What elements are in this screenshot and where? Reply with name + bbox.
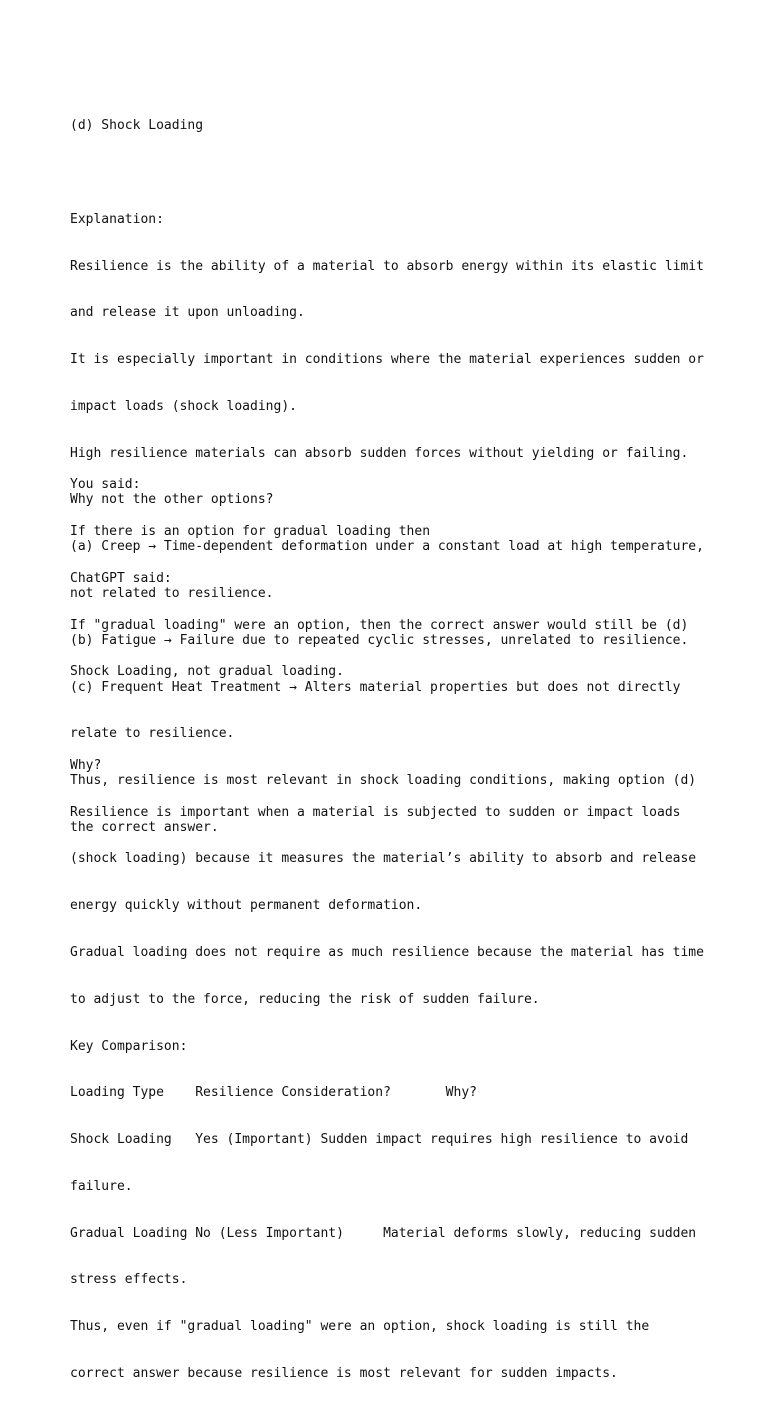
text-line: (d) Shock Loading	[70, 118, 204, 134]
text-line: to adjust to the force, reducing the risk of sudden failure.	[70, 991, 540, 1007]
text-line: Gradual Loading No (Less Important) Material deforms slowly, reducing sudden	[70, 1225, 697, 1241]
text-line: energy quickly without permanent deformation.	[70, 898, 423, 914]
text-line: Shock Loading Yes (Important) Sudden impact requires high resilience to avoid	[70, 1132, 689, 1148]
text-line: Key Comparison:	[70, 1038, 188, 1054]
text-line: Resilience is the ability of a material to absorb energy within its elastic limit	[70, 258, 704, 274]
text-line: stress effects.	[70, 1272, 188, 1288]
text-line: failure.	[70, 1178, 133, 1194]
text-line: Thus, resilience is most relevant in shock loading conditions, making option (d)	[70, 773, 697, 789]
text-line: Gradual loading does not require as much resilience because the material has time	[70, 945, 704, 960]
text-line: You said:	[70, 477, 141, 493]
text-line: Shock Loading, not gradual loading.	[70, 664, 344, 680]
text-line: correct answer because resilience is most relevant for sudden impacts.	[70, 1366, 618, 1382]
text-line: High resilience materials can absorb sudden forces without yielding or failing.	[70, 445, 689, 461]
text-line	[70, 165, 710, 181]
text-line: (shock loading) because it measures the material’s ability to absorb and release	[70, 851, 697, 867]
text-line: (b) Fatigue → Failure due to repeated cyclic stresses, unrelated to resilience.	[70, 632, 689, 648]
text-line: (c) Frequent Heat Treatment → Alters material properties but does not directly	[70, 679, 681, 695]
text-line: Explanation:	[70, 211, 164, 227]
text-line: Why?	[70, 757, 102, 773]
text-line: If there is an option for gradual loading then	[70, 523, 431, 539]
text-line	[70, 711, 710, 727]
text-line: Why not the other options?	[70, 492, 274, 508]
text-line: impact loads (shock loading).	[70, 398, 297, 414]
text-line: the correct answer.	[70, 819, 219, 835]
text-line: Resilience is important when a material is subjected to sudden or impact loads	[70, 804, 681, 820]
text-line: If "gradual loading" were an option, then the correct answer would still be (d)	[70, 617, 689, 633]
text-line: relate to resilience.	[70, 726, 235, 742]
text-line: Loading Type Resilience Consideration? Why?	[70, 1085, 477, 1101]
text-line: ChatGPT said:	[70, 570, 172, 586]
text-line: (a) Creep → Time-dependent deformation under a constant load at high temperature,	[70, 539, 704, 555]
text-line: It is especially important in conditions where the material experiences sudden or	[70, 352, 704, 368]
text-line: Thus, even if "gradual loading" were an option, shock loading is still the	[70, 1319, 650, 1335]
text-line: and release it upon unloading.	[70, 305, 305, 321]
text-line: not related to resilience.	[70, 586, 274, 601]
conversation-followup-block	[70, 446, 710, 1413]
